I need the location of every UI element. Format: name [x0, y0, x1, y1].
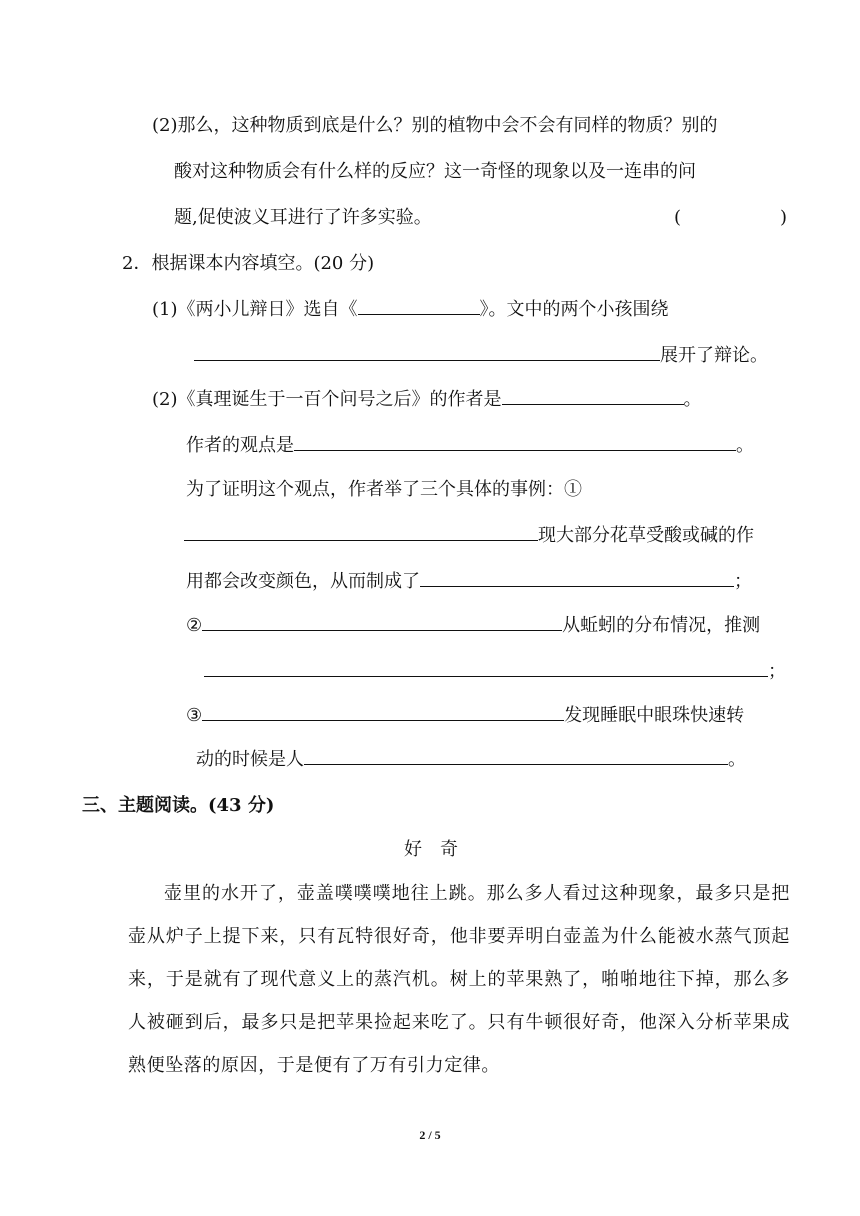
answer-paren-open: ( — [674, 207, 682, 228]
passage-paragraph: 壶里的水开了，壶盖噗噗噗地往上跳。那么多人看过这种现象，最多只是把壶从炉子上提下来，只有瓦特很好奇，他非要弄明白壶盖为什么能被水蒸气顶起来，于是就有了现代意义上的蒸汽机。树上的苹果熟了，啪啪地往下掉，那么多人被砸到后，最多只是把苹果捡起来吃了。只有牛顿很好奇，他深入分析苹果成熟便坠落的原因，于是便有了万有引力定律。 — [128, 883, 790, 1076]
q2-p2-text-a: (2)《真理诞生于一百个问号之后》的作者是 — [152, 389, 502, 410]
passage-title: 好 奇 — [404, 839, 458, 860]
blank-example2-discoverer[interactable] — [202, 612, 562, 631]
blank-example1-invention[interactable] — [420, 568, 734, 587]
q2-ex3-row2 — [196, 746, 746, 774]
blank-example1-discoverer[interactable] — [184, 522, 538, 541]
q2-ex2-text-b: 从蚯蚓的分布情况，推测 — [562, 615, 761, 636]
blank-author-viewpoint[interactable] — [294, 432, 736, 451]
q2-ex1-text-b: 现大部分花草受酸或碱的作 — [538, 525, 754, 546]
q2-ex3-text-c: 动的时候是人 — [196, 749, 304, 770]
q2-ex3-mark: ③ — [186, 705, 203, 726]
q2-p2-end: 。 — [683, 389, 702, 410]
blank-example3-discoverer[interactable] — [202, 702, 564, 721]
blank-author[interactable] — [502, 386, 684, 405]
q2-ex2-row1 — [186, 612, 760, 640]
blank-example3-conclusion[interactable] — [304, 746, 728, 765]
q2-p2-examples: 为了证明这个观点，作者举了三个具体的事例：① — [186, 479, 582, 500]
q2-ex1-end: ； — [734, 571, 752, 592]
q2-ex3-row1 — [186, 702, 744, 730]
q2-ex3-text-b: 发现睡眠中眼珠快速转 — [564, 705, 745, 726]
q2-p1-text-c: 展开了辩论。 — [660, 345, 768, 366]
q2-ex1-text-c: 用都会改变颜色，从而制成了 — [186, 571, 420, 592]
blank-source-book[interactable] — [358, 296, 480, 315]
q2-ex2-mark: ② — [186, 615, 203, 636]
q2-heading: 2．根据课本内容填空。(20 分) — [122, 253, 375, 274]
section3-heading: 三、主题阅读。(43 分) — [82, 795, 275, 816]
q2-ex1-row1 — [184, 522, 754, 550]
q2-p1-text-b: 》。文中的两个小孩围绕 — [479, 299, 669, 320]
q2-p1-row2 — [194, 342, 768, 370]
q2-p2-view: 作者的观点是 — [186, 435, 294, 456]
q1-part2-line2: 酸对这种物质会有什么样的反应？这一奇怪的现象以及一连串的问 — [174, 161, 696, 182]
q2-ex2-end: ； — [768, 661, 786, 682]
blank-debate-topic[interactable] — [194, 342, 660, 361]
q2-p1-text-a: (1)《两小儿辩日》选自《 — [152, 299, 358, 320]
page-number: 2 / 5 — [419, 1128, 441, 1142]
q1-part2-line3: 题,促使波义耳进行了许多实验。 — [174, 207, 432, 228]
q2-p2-row2 — [186, 432, 754, 460]
blank-example2-inference[interactable] — [204, 658, 768, 677]
q2-p1-row1 — [152, 296, 669, 324]
q2-p2-view-end: 。 — [736, 435, 754, 456]
answer-paren-close: ) — [780, 207, 788, 228]
q2-ex3-end: 。 — [728, 749, 746, 770]
q1-part2-line1: (2)那么，这种物质到底是什么？别的植物中会不会有同样的物质？别的 — [152, 115, 718, 136]
q2-p2-row1 — [152, 386, 702, 414]
q2-ex2-row2 — [204, 658, 786, 686]
q2-ex1-row2 — [186, 568, 752, 596]
